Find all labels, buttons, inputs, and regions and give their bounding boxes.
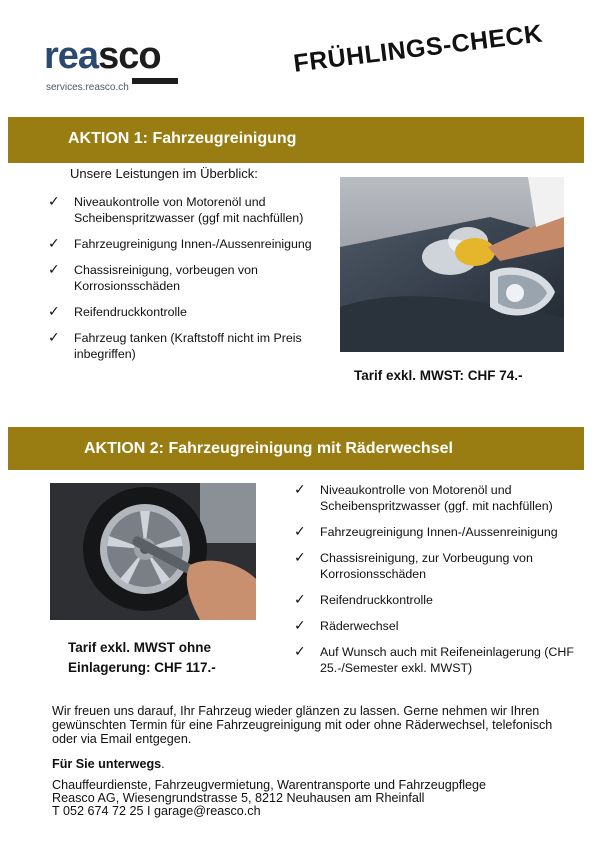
aktion2-price bbox=[68, 638, 216, 678]
list-item: ✓ Niveaukontrolle von Motorenöl und Scheibenspritzwasser (ggf mit nachfüllen) bbox=[48, 193, 304, 225]
list-item: ✓ Fahrzeugreinigung Innen-/Aussenreinigung bbox=[294, 523, 558, 539]
page-headline: FRÜHLINGS-CHECK bbox=[292, 19, 545, 78]
contact-line: T 052 674 72 25 I garage@reasco.ch bbox=[52, 804, 261, 818]
aktion2-price-line2: Einlagerung: CHF 117.- bbox=[68, 660, 216, 675]
list-item: ✓ Auf Wunsch auch mit Reifeneinlagerung (CHF 25.-/Semester exkl. MWST) bbox=[294, 643, 574, 675]
logo-text-part2: sco bbox=[98, 35, 161, 77]
logo-subtitle: services.reasco.ch bbox=[46, 82, 129, 93]
checkmark-icon: ✓ bbox=[294, 549, 306, 565]
wheel-change-photo bbox=[50, 483, 256, 620]
closing-paragraph: Wir freuen uns darauf, Ihr Fahrzeug wieder glänzen zu lassen. Gerne nehmen wir Ihren gewünschten Termin für eine Fahrzeugreinigung mit oder ohne Räderwechsel, telefonisch oder via Email entgegen. bbox=[52, 704, 553, 746]
list-item: ✓ Fahrzeugreinigung Innen-/Aussenreinigung bbox=[48, 235, 312, 251]
list-item: ✓ Chassisreinigung, zur Vorbeugung von Korrosionsschäden bbox=[294, 549, 533, 581]
list-item: ✓ Reifendruckkontrolle bbox=[48, 303, 187, 319]
list-item: ✓ Reifendruckkontrolle bbox=[294, 591, 433, 607]
aktion2-price-line1: Tarif exkl. MWST ohne bbox=[68, 640, 212, 655]
aktion2-service-list bbox=[294, 482, 586, 686]
checkmark-icon: ✓ bbox=[294, 591, 306, 607]
list-item: ✓ Niveaukontrolle von Motorenöl und Scheibenspritzwasser (ggf. mit nachfüllen) bbox=[294, 481, 553, 513]
checkmark-icon: ✓ bbox=[48, 193, 60, 209]
aktion1-service-list bbox=[48, 194, 338, 372]
aktion1-intro: Unsere Leistungen im Überblick: bbox=[70, 166, 258, 181]
checkmark-icon: ✓ bbox=[294, 617, 306, 633]
services-line: Chauffeurdienste, Fahrzeugvermietung, Warentransporte und Fahrzeugpflege bbox=[52, 778, 487, 792]
checkmark-icon: ✓ bbox=[294, 643, 306, 659]
greeting: Für Sie unterwegs. bbox=[52, 757, 165, 771]
checkmark-icon: ✓ bbox=[294, 481, 306, 497]
checkmark-icon: ✓ bbox=[294, 523, 306, 539]
logo-text-part1: rea bbox=[44, 35, 99, 77]
aktion2-banner bbox=[8, 427, 584, 470]
checkmark-icon: ✓ bbox=[48, 235, 60, 251]
reasco-logo bbox=[44, 35, 184, 96]
checkmark-icon: ✓ bbox=[48, 329, 60, 345]
logo-underline bbox=[132, 78, 178, 84]
list-item: ✓ Räderwechsel bbox=[294, 617, 399, 633]
car-wash-photo bbox=[340, 177, 564, 352]
checkmark-icon: ✓ bbox=[48, 261, 60, 277]
aktion2-title: AKTION 2: Fahrzeugreinigung mit Räderwechsel bbox=[84, 440, 453, 457]
checkmark-icon: ✓ bbox=[48, 303, 60, 319]
address-line: Reasco AG, Wiesengrundstrasse 5, 8212 Neuhausen am Rheinfall bbox=[52, 791, 425, 805]
list-item: ✓ Chassisreinigung, vorbeugen von Korrosionsschäden bbox=[48, 261, 258, 293]
aktion1-title: AKTION 1: Fahrzeugreinigung bbox=[68, 130, 297, 147]
aktion1-banner bbox=[8, 117, 584, 163]
list-item: ✓ Fahrzeug tanken (Kraftstoff nicht im Preis inbegriffen) bbox=[48, 329, 302, 361]
aktion1-price: Tarif exkl. MWST: CHF 74.- bbox=[354, 368, 523, 383]
